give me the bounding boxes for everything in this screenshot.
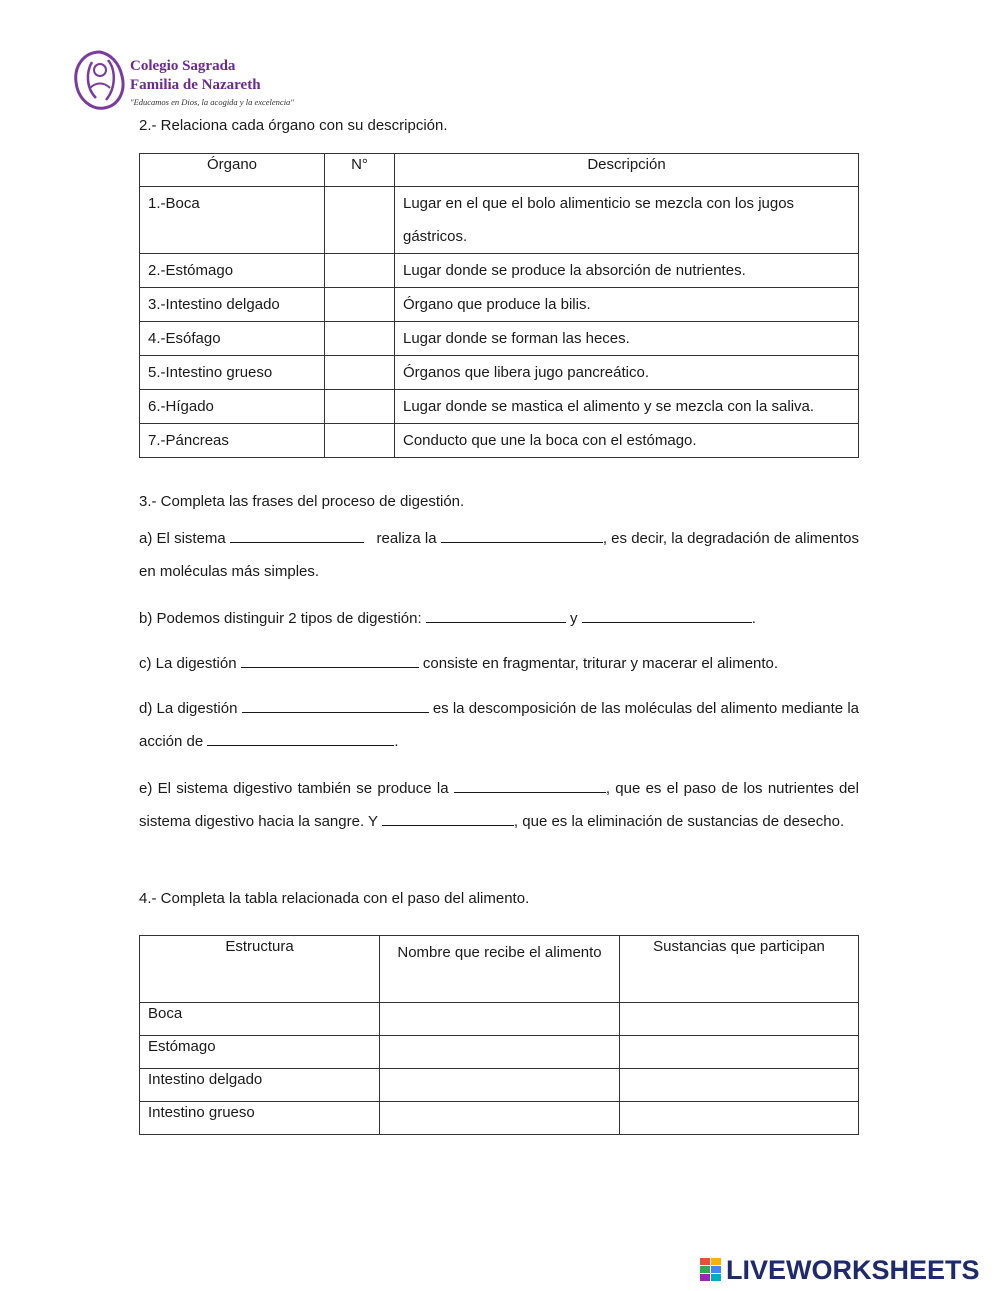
number-input-cell[interactable] xyxy=(325,322,395,356)
blank-input[interactable] xyxy=(207,731,394,746)
header-description: Descripción xyxy=(395,154,859,187)
brand-text: LIVEWORKSHEETS xyxy=(726,1255,980,1285)
section3-heading: 3.- Completa las frases del proceso de digestión. xyxy=(139,493,465,510)
food-passage-table xyxy=(139,935,859,1135)
substances-input-cell[interactable] xyxy=(620,1102,859,1135)
organ-cell: 1.-Boca xyxy=(140,187,325,254)
table-row xyxy=(140,1102,859,1135)
description-cell: Lugar donde se mastica el alimento y se mezcla con la saliva. xyxy=(395,390,859,424)
sentence-a xyxy=(139,522,859,588)
table-row xyxy=(140,356,859,390)
table-row xyxy=(140,390,859,424)
sentence-e xyxy=(139,772,859,838)
sentence-text: . xyxy=(394,733,399,750)
sentence-text: b) Podemos distinguir 2 tipos de digestión: xyxy=(139,610,422,627)
description-cell: Lugar donde se forman las heces. xyxy=(395,322,859,356)
blank-input[interactable] xyxy=(582,608,752,623)
substances-input-cell[interactable] xyxy=(620,1036,859,1069)
substances-input-cell[interactable] xyxy=(620,1003,859,1036)
food-name-input-cell[interactable] xyxy=(380,1003,620,1036)
table-row xyxy=(140,254,859,288)
section4-heading: 4.- Completa la tabla relacionada con el paso del alimento. xyxy=(139,890,530,907)
number-input-cell[interactable] xyxy=(325,424,395,458)
food-name-input-cell[interactable] xyxy=(380,1102,620,1135)
sentence-d xyxy=(139,692,859,758)
table-row xyxy=(140,322,859,356)
substances-input-cell[interactable] xyxy=(620,1069,859,1102)
number-input-cell[interactable] xyxy=(325,288,395,322)
header-number: N° xyxy=(325,154,395,187)
organ-cell: 3.-Intestino delgado xyxy=(140,288,325,322)
blank-input[interactable] xyxy=(454,778,606,793)
organ-cell: 4.-Esófago xyxy=(140,322,325,356)
organ-cell: 2.-Estómago xyxy=(140,254,325,288)
number-input-cell[interactable] xyxy=(325,390,395,424)
sentence-text: , es decir, la degradación de alimentos en moléculas más simples. xyxy=(139,530,859,580)
blank-input[interactable] xyxy=(242,698,429,713)
description-cell: Órganos que libera jugo pancreático. xyxy=(395,356,859,390)
description-cell: Conducto que une la boca con el estómago. xyxy=(395,424,859,458)
sentence-text: realiza la xyxy=(376,530,437,547)
description-cell: Lugar en el que el bolo alimenticio se mezcla con los jugos gástricos. xyxy=(395,187,859,254)
structure-cell: Estómago xyxy=(140,1036,380,1069)
blank-input[interactable] xyxy=(241,653,419,668)
sentence-c xyxy=(139,647,859,680)
structure-cell: Intestino grueso xyxy=(140,1102,380,1135)
school-emblem-icon xyxy=(72,48,128,114)
sentence-b xyxy=(139,602,859,635)
sentence-text: consiste en fragmentar, triturar y macerar el alimento. xyxy=(422,655,779,672)
organ-cell: 5.-Intestino grueso xyxy=(140,356,325,390)
structure-cell: Intestino delgado xyxy=(140,1069,380,1102)
header-substances: Sustancias que participan xyxy=(620,936,859,1003)
blank-input[interactable] xyxy=(382,811,514,826)
food-name-input-cell[interactable] xyxy=(380,1069,620,1102)
table-header-row xyxy=(140,154,859,187)
logo-motto: "Educamos en Dios, la acogida y la excelencia" xyxy=(130,97,294,107)
organ-cell: 6.-Hígado xyxy=(140,390,325,424)
sentence-text: , que es la eliminación de sustancias de desecho. xyxy=(513,813,845,830)
blank-input[interactable] xyxy=(230,528,364,543)
table-row xyxy=(140,187,859,254)
liveworksheets-brand xyxy=(700,1255,990,1285)
sentence-text: a) El sistema xyxy=(139,530,226,547)
sentence-text: y xyxy=(570,610,578,627)
description-cell: Lugar donde se produce la absorción de nutrientes. xyxy=(395,254,859,288)
description-cell: Órgano que produce la bilis. xyxy=(395,288,859,322)
sentence-text: c) La digestión xyxy=(139,655,237,672)
header-food-name: Nombre que recibe el alimento xyxy=(380,936,620,1003)
number-input-cell[interactable] xyxy=(325,254,395,288)
sentence-text: , que es el paso de los nutrientes del sistema digestivo hacia la sangre. Y xyxy=(139,780,859,830)
section2-heading: 2.- Relaciona cada órgano con su descripción. xyxy=(139,117,448,134)
structure-cell: Boca xyxy=(140,1003,380,1036)
table-row xyxy=(140,1069,859,1102)
header-structure: Estructura xyxy=(140,936,380,1003)
number-input-cell[interactable] xyxy=(325,356,395,390)
liveworksheets-logo-icon xyxy=(700,1258,722,1282)
table-row xyxy=(140,1003,859,1036)
blank-input[interactable] xyxy=(441,528,603,543)
food-name-input-cell[interactable] xyxy=(380,1036,620,1069)
organ-cell: 7.-Páncreas xyxy=(140,424,325,458)
table-row xyxy=(140,424,859,458)
sentence-text: . xyxy=(751,610,756,627)
organ-description-table xyxy=(139,153,859,458)
number-input-cell[interactable] xyxy=(325,187,395,254)
logo-title-line1: Colegio Sagrada xyxy=(130,58,236,74)
table-header-row xyxy=(140,936,859,1003)
sentence-text: d) La digestión xyxy=(139,700,238,717)
table-row xyxy=(140,1036,859,1069)
table-row xyxy=(140,288,859,322)
blank-input[interactable] xyxy=(426,608,566,623)
school-logo xyxy=(72,48,292,118)
logo-title-line2: Familia de Nazareth xyxy=(130,77,261,93)
sentence-text: es la descomposición de las moléculas del alimento mediante la acción de xyxy=(139,700,859,750)
header-organ: Órgano xyxy=(140,154,325,187)
sentence-text: e) El sistema digestivo también se produce la xyxy=(139,780,449,797)
